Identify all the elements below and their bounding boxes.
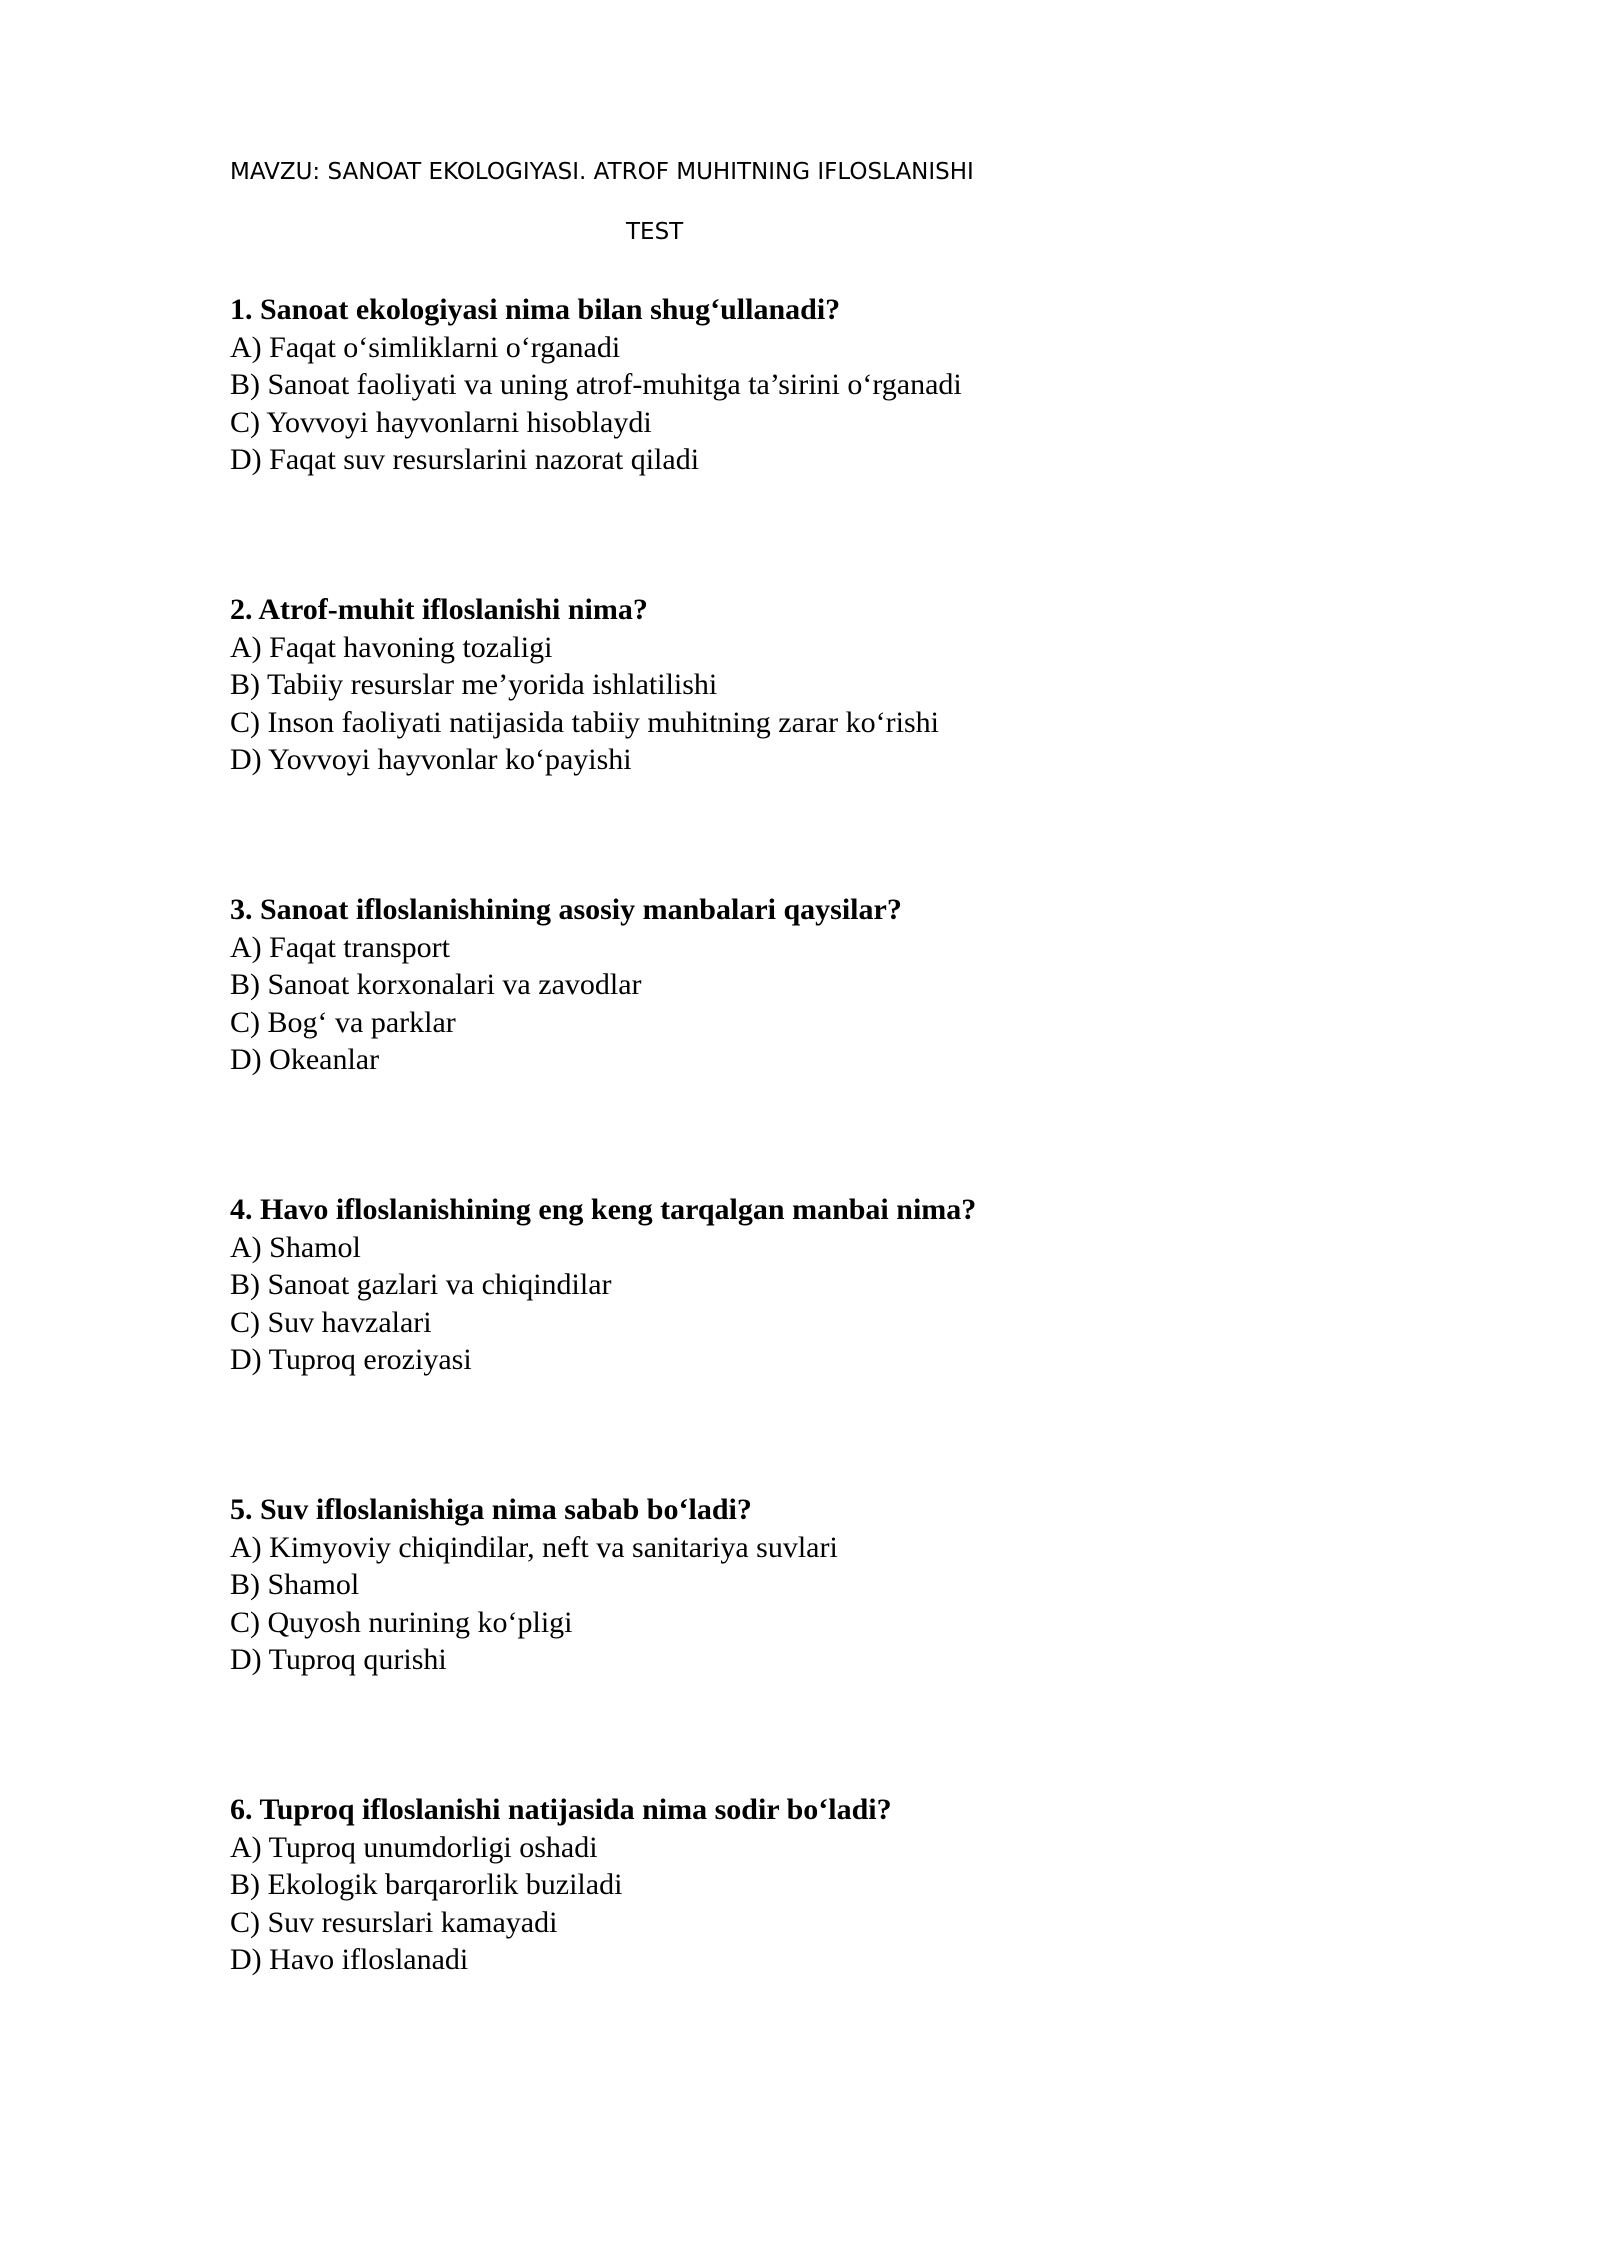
option-d: D) Tuproq eroziyasi: [230, 1343, 472, 1376]
question-text: 3. Sanoat ifloslanishining asosiy manbalari qaysilar?: [230, 893, 902, 926]
question-3: [230, 891, 1430, 1191]
option-d: D) Faqat suv resurslarini nazorat qiladi: [230, 443, 700, 476]
option-c: C) Inson faoliyati natijasida tabiiy muhitning zarar ko‘rishi: [230, 705, 939, 739]
question-list: [230, 291, 1430, 2091]
question-text: 6. Tuproq ifloslanishi natijasida nima sodir bo‘ladi?: [230, 1793, 892, 1826]
option-d: D) Tuproq qurishi: [230, 1643, 447, 1676]
document-subtitle: TEST: [626, 219, 684, 245]
option-d: D) Okeanlar: [230, 1043, 380, 1076]
option-b: B) Ekologik barqarorlik buziladi: [230, 1868, 623, 1901]
question-text: 5. Suv ifloslanishiga nima sabab bo‘ladi?: [230, 1493, 752, 1526]
option-a: A) Kimyoviy chiqindilar, neft va sanitariya suvlari: [230, 1530, 838, 1564]
document-title: MAVZU: SANOAT EKOLOGIYASI. ATROF MUHITNING IFLOSLANISHI: [230, 159, 974, 185]
option-a: A) Tuproq unumdorligi oshadi: [230, 1830, 598, 1864]
option-c: C) Quyosh nurining ko‘pligi: [230, 1605, 573, 1639]
question-4: [230, 1191, 1430, 1491]
option-c: C) Suv resurslari kamayadi: [230, 1905, 558, 1939]
option-b: B) Tabiiy resurslar me’yorida ishlatilishi: [230, 668, 718, 701]
option-d: D) Havo ifloslanadi: [230, 1943, 469, 1976]
question-6: [230, 1791, 1430, 2091]
option-a: A) Shamol: [230, 1230, 361, 1264]
question-text: 2. Atrof-muhit ifloslanishi nima?: [230, 593, 648, 626]
question-text: 1. Sanoat ekologiyasi nima bilan shug‘ullanadi?: [230, 293, 841, 326]
option-b: B) Sanoat faoliyati va uning atrof-muhitga ta’sirini o‘rganadi: [230, 368, 962, 401]
option-a: A) Faqat o‘simliklarni o‘rganadi: [230, 330, 621, 364]
question-5: [230, 1491, 1430, 1791]
question-1: [230, 291, 1430, 591]
option-c: C) Bog‘ va parklar: [230, 1005, 456, 1039]
option-a: A) Faqat havoning tozaligi: [230, 630, 553, 664]
option-a: A) Faqat transport: [230, 930, 450, 964]
option-c: C) Yovvoyi hayvonlarni hisoblaydi: [230, 405, 652, 439]
option-c: C) Suv havzalari: [230, 1305, 432, 1339]
option-b: B) Sanoat gazlari va chiqindilar: [230, 1268, 612, 1301]
question-text: 4. Havo ifloslanishining eng keng tarqalgan manbai nima?: [230, 1193, 977, 1226]
option-d: D) Yovvoyi hayvonlar ko‘payishi: [230, 743, 632, 776]
question-2: [230, 591, 1430, 891]
option-b: B) Sanoat korxonalari va zavodlar: [230, 968, 642, 1001]
option-b: B) Shamol: [230, 1568, 360, 1601]
